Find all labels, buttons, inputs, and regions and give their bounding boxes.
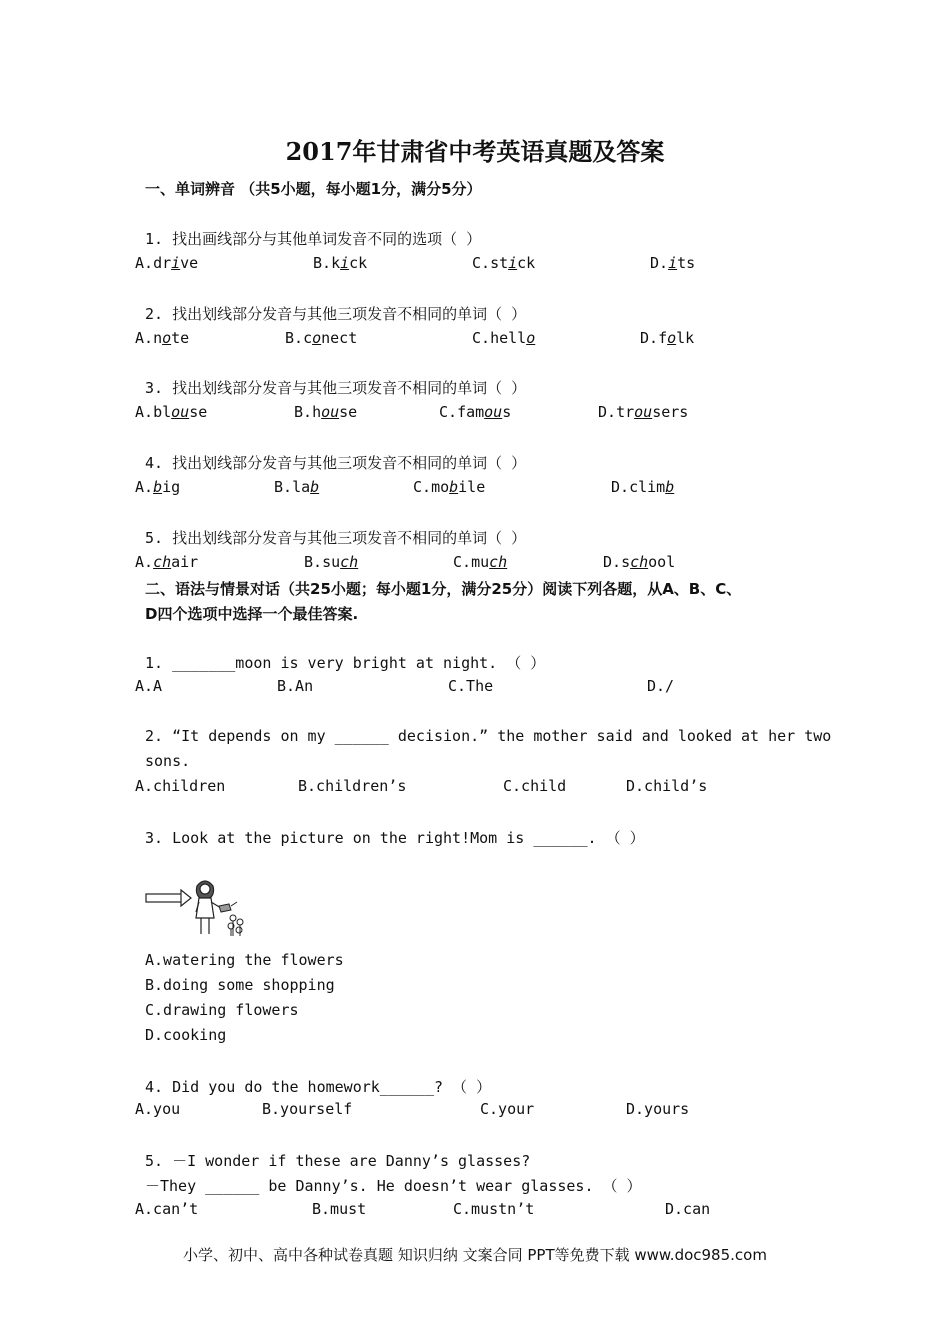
s1-q1-option-a: A.drive <box>135 254 199 272</box>
s1-q5-stem: 5. 找出划线部分发音与其他三项发音不相同的单词（ ） <box>145 529 527 547</box>
s1-q2-option-a: A.note <box>135 329 190 347</box>
s2-q1-option-c: C.The <box>448 677 494 695</box>
flowers-icon <box>219 902 243 936</box>
s2-q2-stem-line1: 2. “It depends on my ______ decision.” the mother said and looked at her two <box>145 727 832 745</box>
document-title: 2017年甘肃省中考英语真题及答案 <box>285 137 665 166</box>
section-1-heading: 一、单词辨音 （共5小题，每小题1分，满分5分） <box>145 180 482 198</box>
s2-q4-stem: 4. Did you do the homework______? （ ） <box>145 1078 492 1096</box>
page-footer[interactable]: 小学、初中、高中各种试卷真题 知识归纳 文案合同 PPT等免费下载 www.doc985.com <box>183 1246 767 1264</box>
s1-q4-option-b: B.lab <box>274 478 320 496</box>
s2-q3-stem: 3. Look at the picture on the right!Mom is ______. （ ） <box>145 829 645 847</box>
s1-q1-option-c: C.stick <box>472 254 536 272</box>
s2-q2-stem-line2: sons. <box>145 752 191 770</box>
s2-q5-stem-line2: －They ______ be Danny’s. He doesn’t wear glasses. （ ） <box>145 1177 642 1195</box>
s2-q4-option-a: A.you <box>135 1100 181 1118</box>
s1-q2-option-b: B.conect <box>285 329 358 347</box>
s2-q4-option-c: C.your <box>480 1100 535 1118</box>
s1-q2-stem: 2. 找出划线部分发音与其他三项发音不相同的单词（ ） <box>145 305 527 323</box>
s2-q5-option-d: D.can <box>665 1200 711 1218</box>
arrow-icon <box>146 890 191 906</box>
s2-q3-option-b: B.doing some shopping <box>145 976 335 994</box>
s2-q5-stem-line1: 5. －I wonder if these are Danny’s glasses? <box>145 1152 531 1170</box>
s1-q5-option-b: B.such <box>304 553 359 571</box>
s1-q3-option-b: B.house <box>294 403 358 421</box>
s2-q2-option-d: D.child’s <box>626 777 708 795</box>
s1-q3-option-c: C.famous <box>439 403 512 421</box>
s2-q2-option-a: A.children <box>135 777 226 795</box>
s1-q4-stem: 4. 找出划线部分发音与其他三项发音不相同的单词（ ） <box>145 454 527 472</box>
s1-q5-option-c: C.much <box>453 553 508 571</box>
s2-q5-option-b: B.must <box>312 1200 367 1218</box>
s1-q4-option-d: D.climb <box>611 478 675 496</box>
woman-icon <box>196 881 221 934</box>
s1-q2-option-c: C.hello <box>472 329 536 347</box>
s2-q1-option-b: B.An <box>277 677 314 695</box>
s1-q4-option-a: A.big <box>135 478 181 496</box>
s2-q2-option-b: B.children’s <box>298 777 407 795</box>
s1-q3-stem: 3. 找出划线部分发音与其他三项发音不相同的单词（ ） <box>145 379 527 397</box>
s1-q1-option-d: D.its <box>650 254 696 272</box>
s2-q5-option-c: C.mustn’t <box>453 1200 535 1218</box>
s1-q3-option-d: D.trousers <box>598 403 689 421</box>
s1-q4-option-c: C.mobile <box>413 478 486 496</box>
s2-q3-option-a: A.watering the flowers <box>145 951 344 969</box>
s1-q5-option-a: A.chair <box>135 553 199 571</box>
s2-q3-option-d: D.cooking <box>145 1026 227 1044</box>
s2-q5-option-a: A.can’t <box>135 1200 199 1218</box>
s1-q1-stem: 1. 找出画线部分与其他单词发音不同的选项（ ） <box>145 230 482 248</box>
s2-q1-option-d: D./ <box>647 677 675 695</box>
s2-q4-option-b: B.yourself <box>262 1100 353 1118</box>
s1-q3-option-a: A.blouse <box>135 403 208 421</box>
s1-q5-option-d: D.school <box>603 553 676 571</box>
s2-q4-option-d: D.yours <box>626 1100 690 1118</box>
s2-q3-option-c: C.drawing flowers <box>145 1001 299 1019</box>
s2-q1-stem: 1. _______moon is very bright at night. （ ） <box>145 654 546 672</box>
s2-q1-option-a: A.A <box>135 677 163 695</box>
section-2-heading-line1: 二、语法与情景对话（共25小题；每小题1分，满分25分）阅读下列各题，从A、B、C、 <box>145 580 742 598</box>
s1-q1-option-b: B.kick <box>313 254 368 272</box>
s1-q2-option-d: D.folk <box>640 329 695 347</box>
mom-watering-flowers-picture <box>145 876 249 938</box>
section-2-heading-line2: D四个选项中选择一个最佳答案. <box>145 605 359 623</box>
s2-q2-option-c: C.child <box>503 777 567 795</box>
